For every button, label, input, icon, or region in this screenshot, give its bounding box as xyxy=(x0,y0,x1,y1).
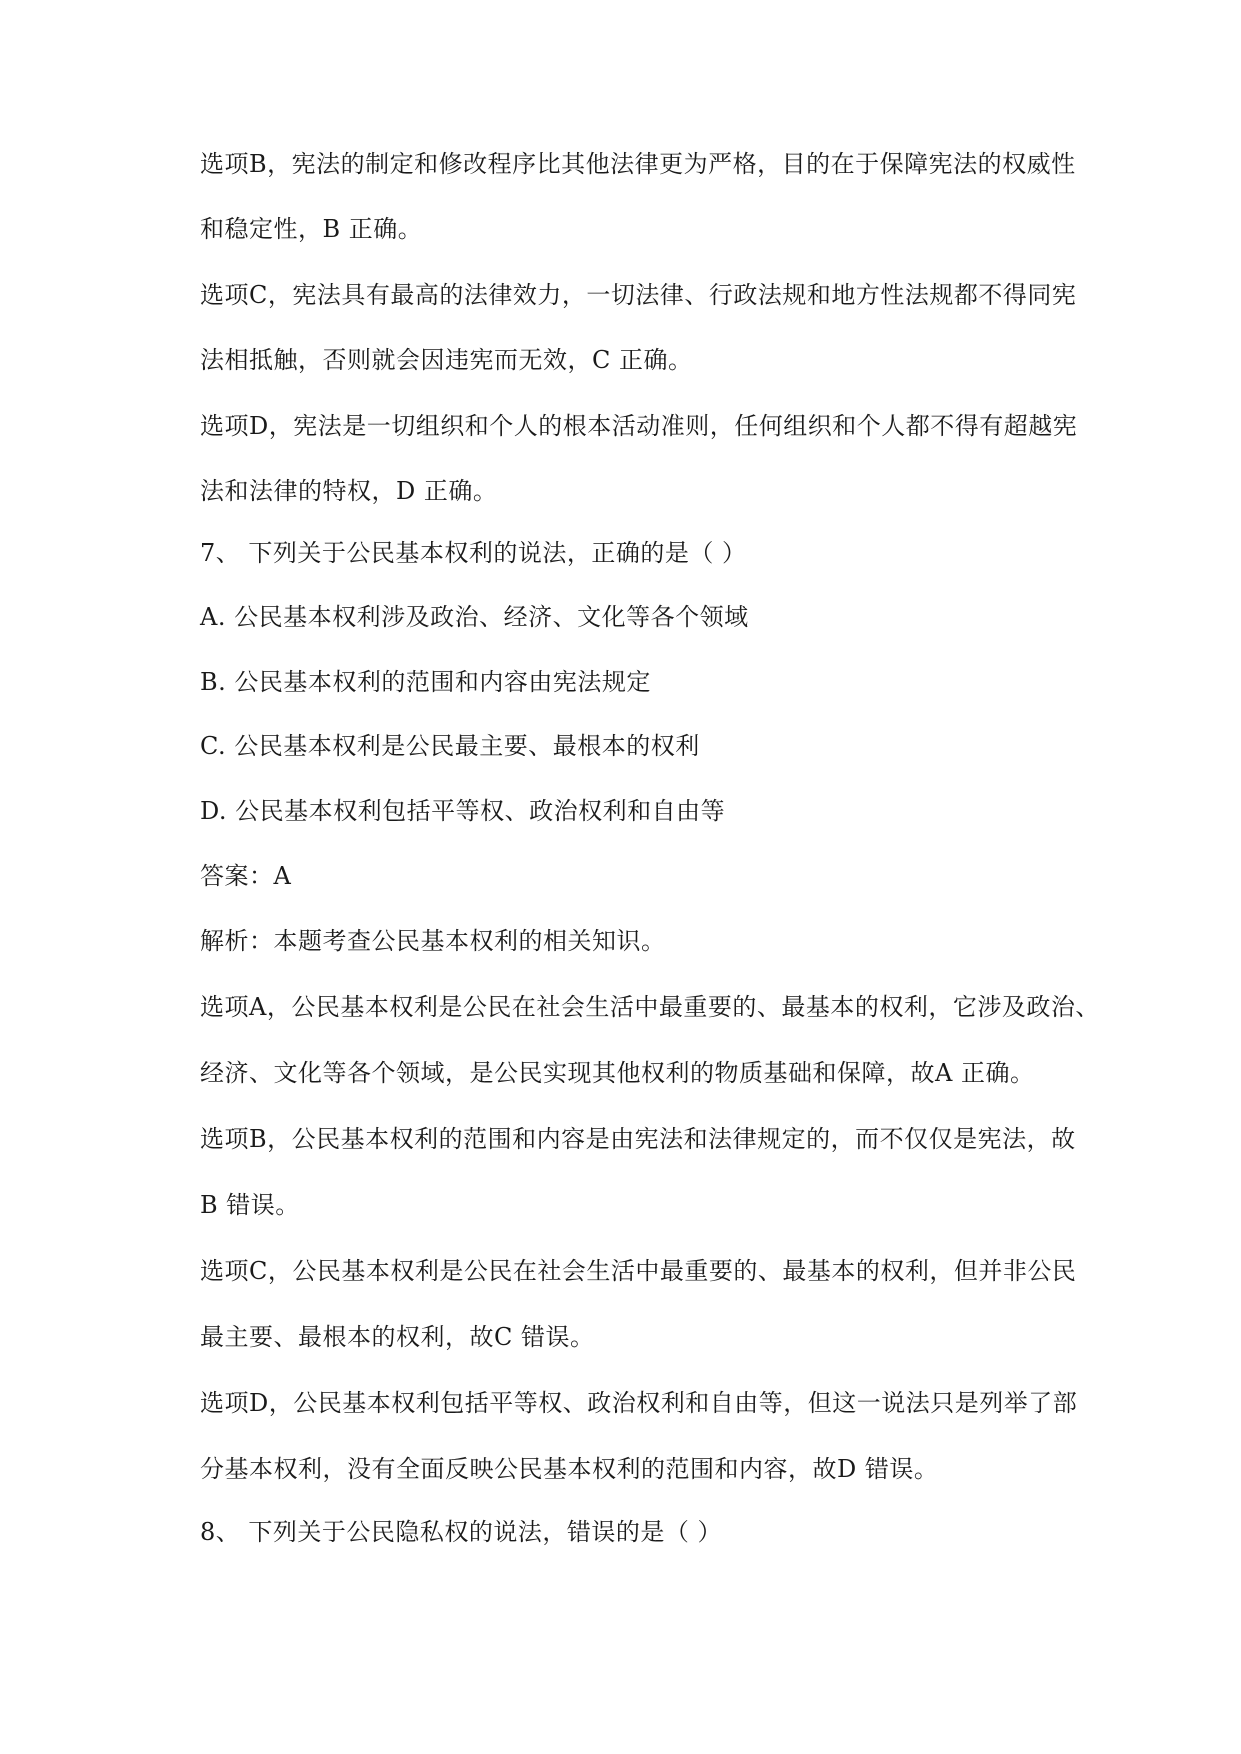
text-line: 分基本权利，没有全面反映公民基本权利的范围和内容，故D 错误。 xyxy=(200,1455,939,1483)
text-line: 经济、文化等各个领域，是公民实现其他权利的物质基础和保障，故A 正确。 xyxy=(200,1059,1035,1087)
text-line: 法相抵触，否则就会因违宪而无效，C 正确。 xyxy=(200,346,693,374)
option-b: B. 公民基本权利的范围和内容由宪法规定 xyxy=(200,668,651,696)
question-8-title: 8、 下列关于公民隐私权的说法，错误的是（ ） xyxy=(200,1518,723,1546)
text-line: 选项A，公民基本权利是公民在社会生活中最重要的、最基本的权利，它涉及政治、 xyxy=(200,993,1100,1021)
option-a: A. 公民基本权利涉及政治、经济、文化等各个领域 xyxy=(200,603,749,631)
text-line: B 错误。 xyxy=(200,1191,300,1219)
option-c: C. 公民基本权利是公民最主要、最根本的权利 xyxy=(200,732,700,760)
text-line: 选项C，宪法具有最高的法律效力，一切法律、行政法规和地方性法规都不得同宪 xyxy=(200,281,1077,309)
question-7-title: 7、 下列关于公民基本权利的说法，正确的是（ ） xyxy=(200,539,747,567)
option-d: D. 公民基本权利包括平等权、政治权利和自由等 xyxy=(200,797,726,825)
text-line: 最主要、最根本的权利，故C 错误。 xyxy=(200,1323,595,1351)
text-line: 选项B，公民基本权利的范围和内容是由宪法和法律规定的，而不仅仅是宪法，故 xyxy=(200,1125,1076,1153)
text-line: 法和法律的特权，D 正确。 xyxy=(200,477,498,505)
text-line: 选项D，公民基本权利包括平等权、政治权利和自由等，但这一说法只是列举了部 xyxy=(200,1389,1078,1417)
text-line: 选项B，宪法的制定和修改程序比其他法律更为严格，目的在于保障宪法的权威性 xyxy=(200,150,1076,178)
answer: 答案：A xyxy=(200,862,292,890)
text-line: 选项C，公民基本权利是公民在社会生活中最重要的、最基本的权利，但并非公民 xyxy=(200,1257,1077,1285)
text-line: 和稳定性，B 正确。 xyxy=(200,215,423,243)
text-line: 选项D，宪法是一切组织和个人的根本活动准则，任何组织和个人都不得有超越宪 xyxy=(200,412,1078,440)
analysis-heading: 解析：本题考查公民基本权利的相关知识。 xyxy=(200,927,666,955)
